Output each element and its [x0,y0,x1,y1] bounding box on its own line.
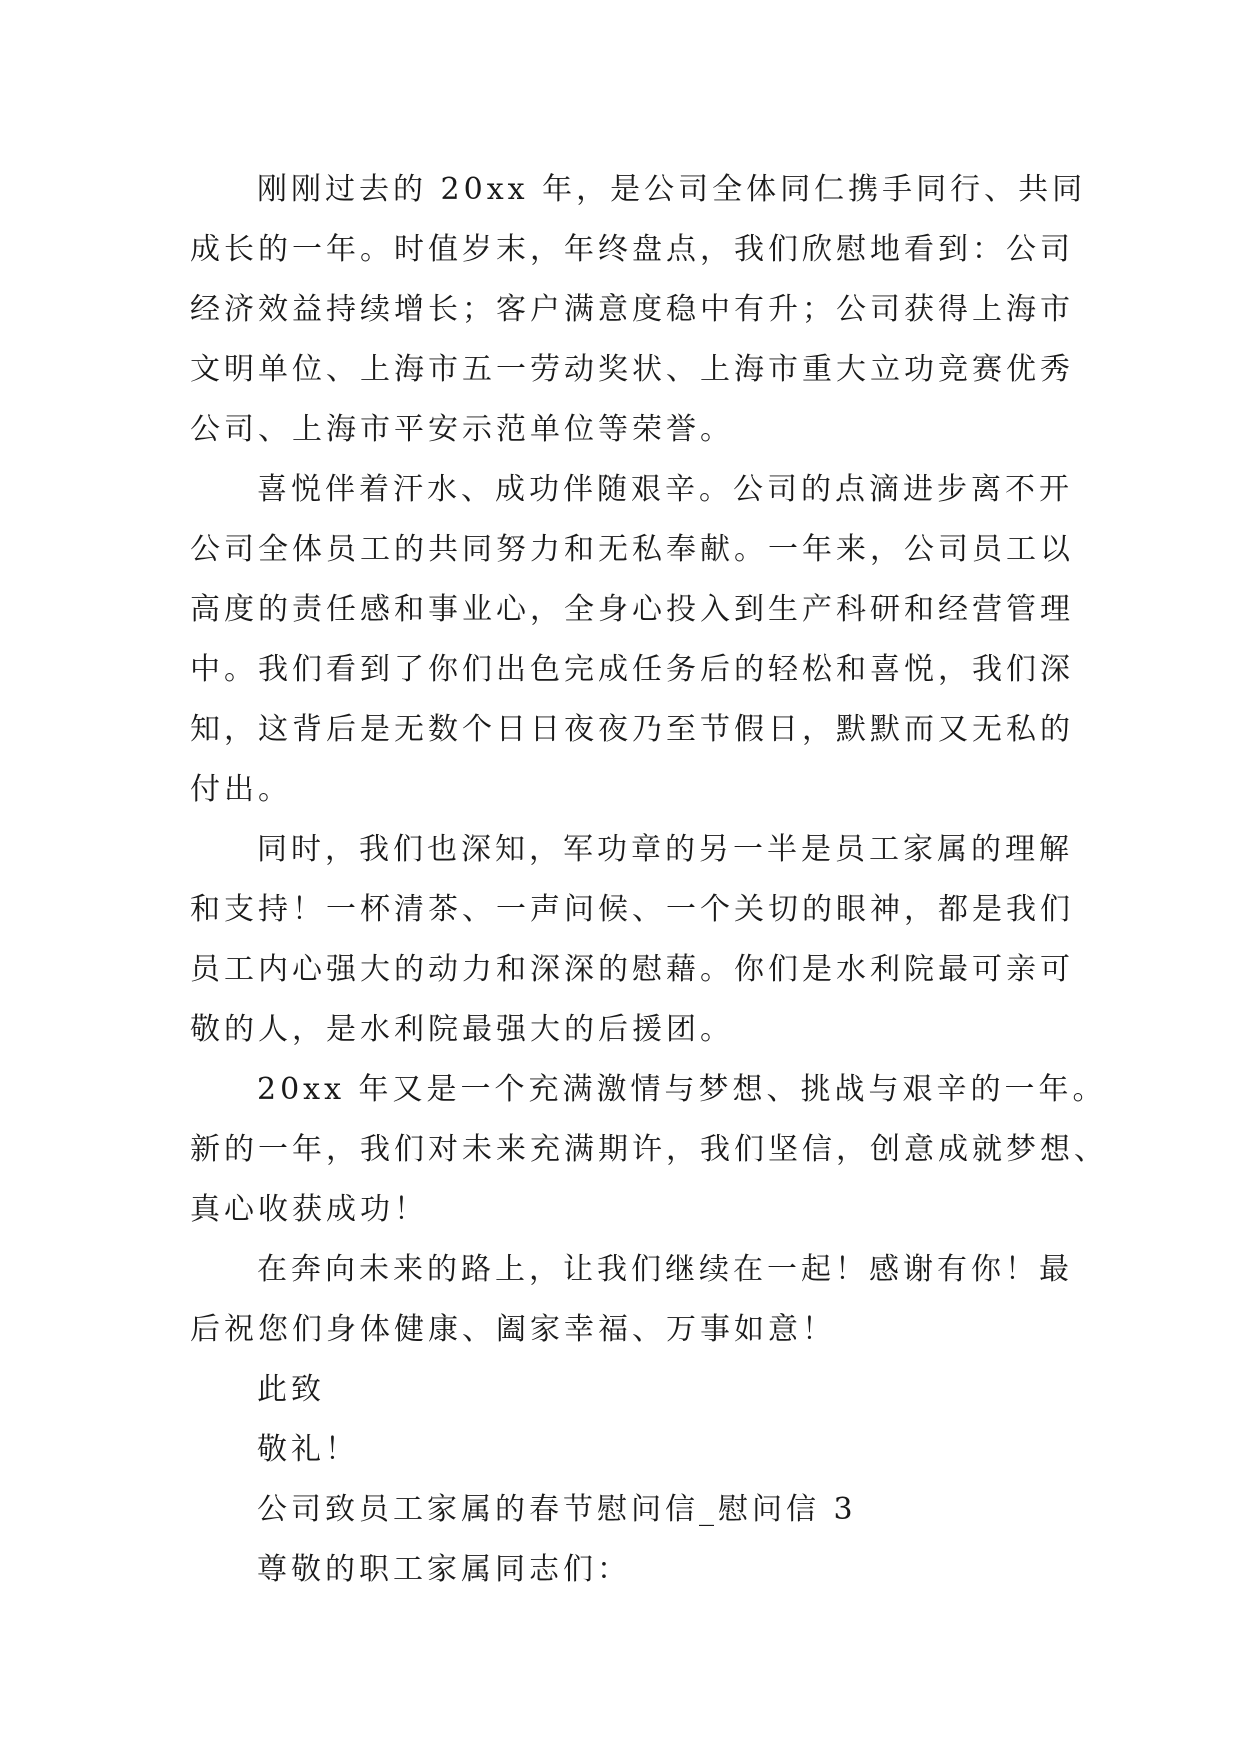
paragraph-employee-effort [190,460,1074,820]
text-line: 知，这背后是无数个日日夜夜乃至节假日，默默而又无私的 [190,712,1074,747]
text-line: 公司致员工家属的春节慰问信_慰问信 3 [257,1492,857,1527]
text-line: 文明单位、上海市五一劳动奖状、上海市重大立功竞赛优秀 [190,352,1074,387]
paragraph-achievements [190,160,1087,460]
text-line: 成长的一年。时值岁末，年终盘点，我们欣慰地看到：公司 [190,232,1074,267]
paragraph-wishes [190,1240,1073,1360]
text-line: 在奔向未来的路上，让我们继续在一起！感谢有你！最 [257,1252,1073,1287]
text-line: 后祝您们身体健康、阖家幸福、万事如意！ [190,1312,836,1347]
greeting [190,1540,1070,1600]
text-line: 敬的人，是水利院最强大的后援团。 [190,1012,734,1047]
text-line: 刚刚过去的 20xx 年，是公司全体同仁携手同行、共同 [257,172,1087,207]
text-line: 中。我们看到了你们出色完成任务后的轻松和喜悦，我们深 [190,652,1074,687]
paragraph-new-year [190,1060,1108,1240]
text-line: 尊敬的职工家属同志们： [257,1552,631,1587]
closing-regards [190,1420,1070,1480]
text-line: 经济效益持续增长；客户满意度稳中有升；公司获得上海市 [190,292,1074,327]
text-line: 真心收获成功！ [190,1192,428,1227]
text-line: 敬礼！ [257,1432,359,1467]
text-line: 和支持！一杯清茶、一声问候、一个关切的眼神，都是我们 [190,892,1074,927]
text-line: 20xx 年又是一个充满激情与梦想、挑战与艰辛的一年。 [257,1072,1107,1107]
text-line: 同时，我们也深知，军功章的另一半是员工家属的理解 [257,832,1073,867]
text-line: 公司全体员工的共同努力和无私奉献。一年来，公司员工以 [190,532,1074,567]
text-line: 此致 [257,1372,325,1407]
text-line: 高度的责任感和事业心，全身心投入到生产科研和经营管理 [190,592,1074,627]
paragraph-family-support [190,820,1074,1060]
letter-body [190,160,1108,1600]
closing-salutation [190,1360,1070,1420]
text-line: 公司、上海市平安示范单位等荣誉。 [190,412,734,447]
text-line: 喜悦伴着汗水、成功伴随艰辛。公司的点滴进步离不开 [257,472,1073,507]
section-title [190,1480,1070,1540]
text-line: 员工内心强大的动力和深深的慰藉。你们是水利院最可亲可 [190,952,1074,987]
text-line: 付出。 [190,772,292,807]
text-line: 新的一年，我们对未来充满期许，我们坚信，创意成就梦想、 [190,1132,1108,1167]
